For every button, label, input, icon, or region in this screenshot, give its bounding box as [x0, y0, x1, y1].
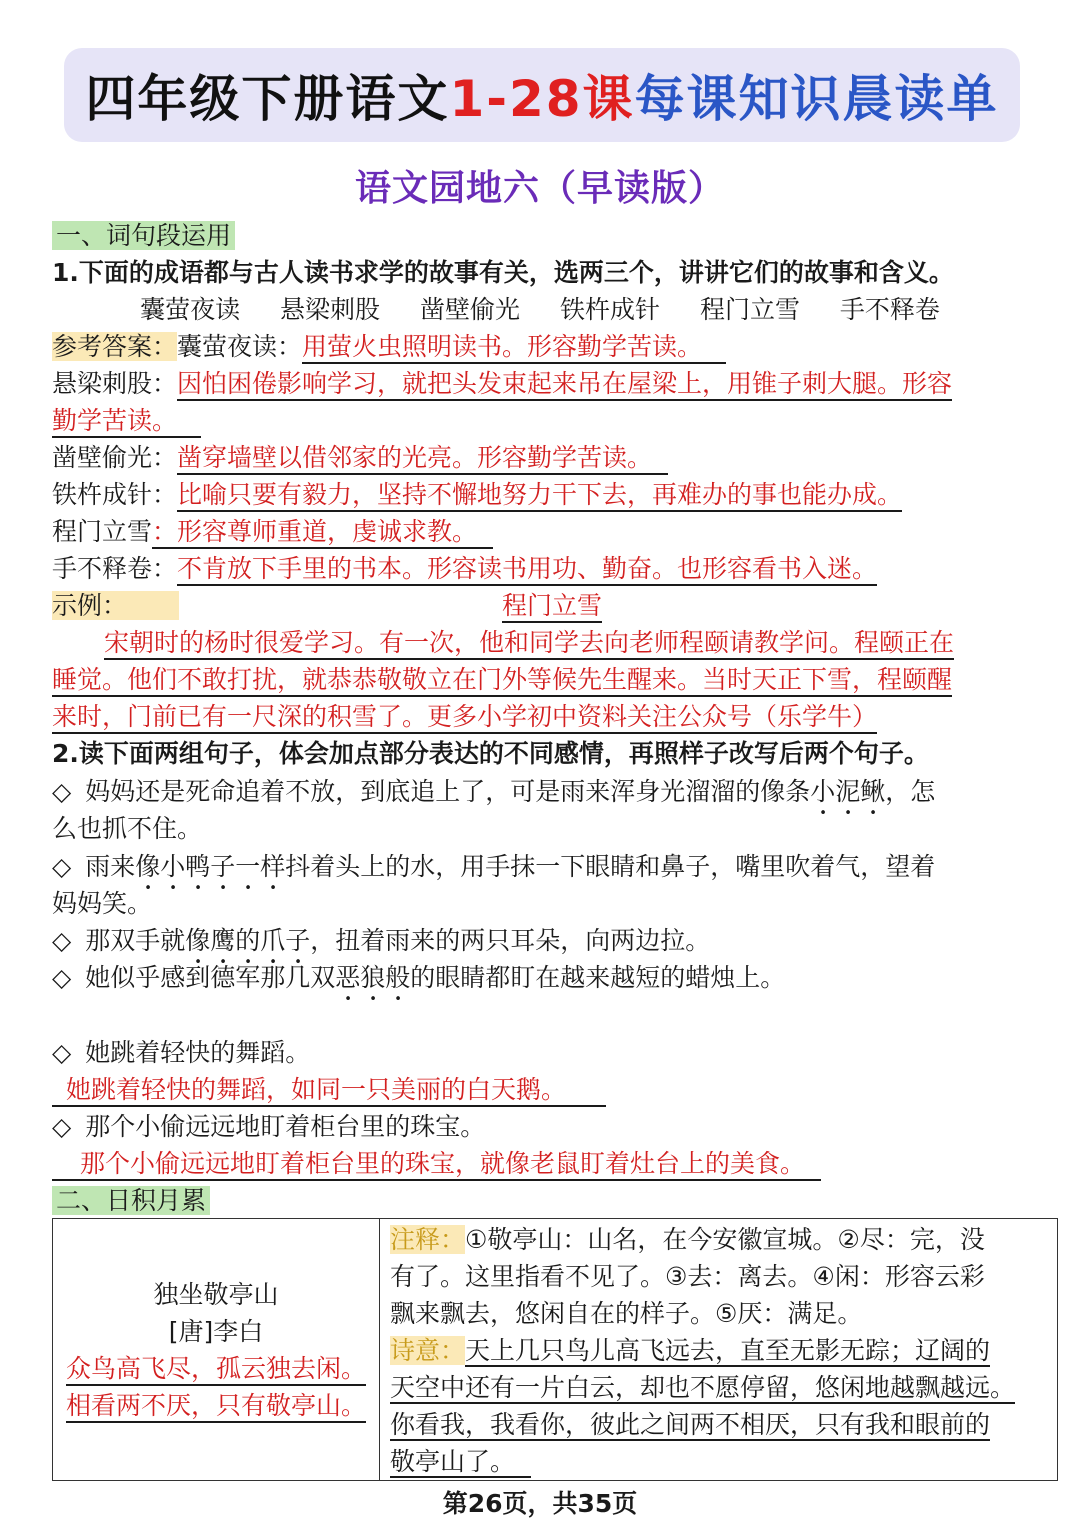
title-part3: 每课知识晨读单	[634, 70, 999, 128]
poem-line: 众鸟高飞尽，孤云独去闲。	[53, 1350, 379, 1387]
notes-line: 飘来飘去，悠闲自在的样子。⑤厌：满足。	[390, 1299, 863, 1328]
idiom-list	[0, 291, 1080, 328]
idiom: 悬梁刺股	[280, 295, 381, 324]
sentence-6: ◇ 那个小偷远远地盯着柜台里的珠宝。	[52, 1112, 486, 1141]
notes-line: 有了。这里指看不见了。③去：离去。④闲：形容云彩	[390, 1262, 985, 1291]
poem-title: 独坐敬亭山	[153, 1279, 279, 1309]
meaning-line: 诗意：天上几只鸟儿高飞远去，直至无影无踪；辽阔的	[390, 1336, 991, 1365]
poem-cell	[53, 1219, 380, 1481]
meaning-line: 你看我，我看你，彼此之间两不相厌，只有我和眼前的	[390, 1410, 991, 1439]
answer-row-cont: 勤学苦读。	[52, 402, 201, 439]
poem-author: [唐]李白	[168, 1316, 264, 1346]
sentence-5: ◇ 她跳着轻快的舞蹈。	[52, 1038, 311, 1067]
example-line: 宋朝时的杨时很爱学习。有一次，他和同学去向老师程颐请教学问。程颐正在	[104, 624, 954, 661]
poem-line: 相看两不厌，只有敬亭山。	[53, 1387, 379, 1424]
answer-row: 程门立雪：形容尊师重道，虔诚求教。	[52, 513, 493, 550]
sentence-1: ◇ 妈妈还是死命追着不放，到底追上了，可是雨来浑身光溜溜的像条小泥鳅，怎	[52, 777, 936, 806]
notes-line: 注释：①敬亭山：山名，在今安徽宣城。②尽：完，没	[390, 1225, 985, 1254]
sentence-5-answer: 她跳着轻快的舞蹈，如同一只美丽的白天鹅。	[52, 1071, 606, 1108]
answer-label: 参考答案：	[52, 332, 178, 361]
question-1: 1.下面的成语都与古人读书求学的故事有关，选两三个，讲讲它们的故事和含义。	[52, 258, 954, 287]
meaning-line: 天空中还有一片白云，却也不愿停留，悠闲地越飘越远。	[390, 1373, 1016, 1402]
answer-row: 手不释卷：不肯放下手里的书本。形容读书用功、勤奋。也形容看书入迷。	[52, 550, 877, 587]
diamond-icon: ◇	[52, 1112, 72, 1141]
diamond-icon: ◇	[52, 852, 72, 881]
section1-heading: 一、词句段运用	[52, 217, 235, 254]
example-line: 来时，门前已有一尺深的积雪了。更多小学初中资料关注公众号（乐学牛）	[52, 698, 877, 735]
sentence-3: ◇ 那双手就像鹰的爪子，扭着雨来的两只耳朵，向两边拉。	[52, 926, 711, 955]
title-part1: 四年级下册语文	[85, 70, 450, 128]
page-subtitle: 语文园地六（早读版）	[354, 168, 725, 209]
example-label: 示例：	[52, 591, 179, 620]
idiom: 手不释卷	[839, 295, 940, 324]
sentence-1-cont: 么也抓不住。	[52, 814, 203, 843]
diamond-icon: ◇	[52, 963, 72, 992]
answer-row: 铁杵成针：比喻只要有毅力，坚持不懈地努力干下去，再难办的事也能办成。	[52, 476, 902, 513]
poem-table	[52, 1218, 1058, 1481]
idiom: 程门立雪	[699, 295, 800, 324]
answer-row: 参考答案：囊萤夜读：用萤火虫照明读书。形容勤学苦读。	[52, 328, 726, 365]
idiom: 铁杵成针	[559, 295, 660, 324]
example-label-row	[52, 587, 179, 624]
diamond-icon: ◇	[52, 777, 72, 806]
page-number: 第26页，共35页	[442, 1489, 638, 1518]
title-part2: 1-28课	[449, 70, 635, 128]
example-title: 程门立雪	[502, 587, 602, 624]
sentence-4: ◇ 她似乎感到德军那几双恶狼般的眼睛都盯在越来越短的蜡烛上。	[52, 963, 786, 992]
notes-label: 注释：	[390, 1225, 466, 1254]
answer-row: 凿壁偷光：凿穿墙壁以借邻家的光亮。形容勤学苦读。	[52, 439, 668, 476]
question-2: 2.读下面两组句子，体会加点部分表达的不同感情，再照样子改写后两个句子。	[52, 739, 929, 768]
idiom: 囊萤夜读	[140, 295, 241, 324]
diamond-icon: ◇	[52, 1038, 72, 1067]
idiom: 凿壁偷光	[420, 295, 521, 324]
meaning-label: 诗意：	[390, 1336, 466, 1365]
section2-heading: 二、日积月累	[52, 1182, 210, 1219]
diamond-icon: ◇	[52, 926, 72, 955]
sentence-6-answer: 那个小偷远远地盯着柜台里的珠宝，就像老鼠盯着灶台上的美食。	[52, 1145, 821, 1182]
title-banner	[64, 48, 1020, 142]
sentence-2-cont: 妈妈笑。	[52, 889, 153, 918]
example-line: 睡觉。他们不敢打扰，就恭恭敬敬立在门外等候先生醒来。当时天正下雪，程颐醒	[52, 661, 952, 698]
answer-row: 悬梁刺股：因怕困倦影响学习，就把头发束起来吊在屋梁上，用锥子刺大腿。形容	[52, 365, 952, 402]
meaning-line: 敬亭山了。	[390, 1443, 1049, 1480]
notes-cell	[380, 1219, 1058, 1481]
sentence-2: ◇ 雨来像小鸭子一样抖着头上的水，用手抹一下眼睛和鼻子，嘴里吹着气，望着	[52, 852, 936, 881]
